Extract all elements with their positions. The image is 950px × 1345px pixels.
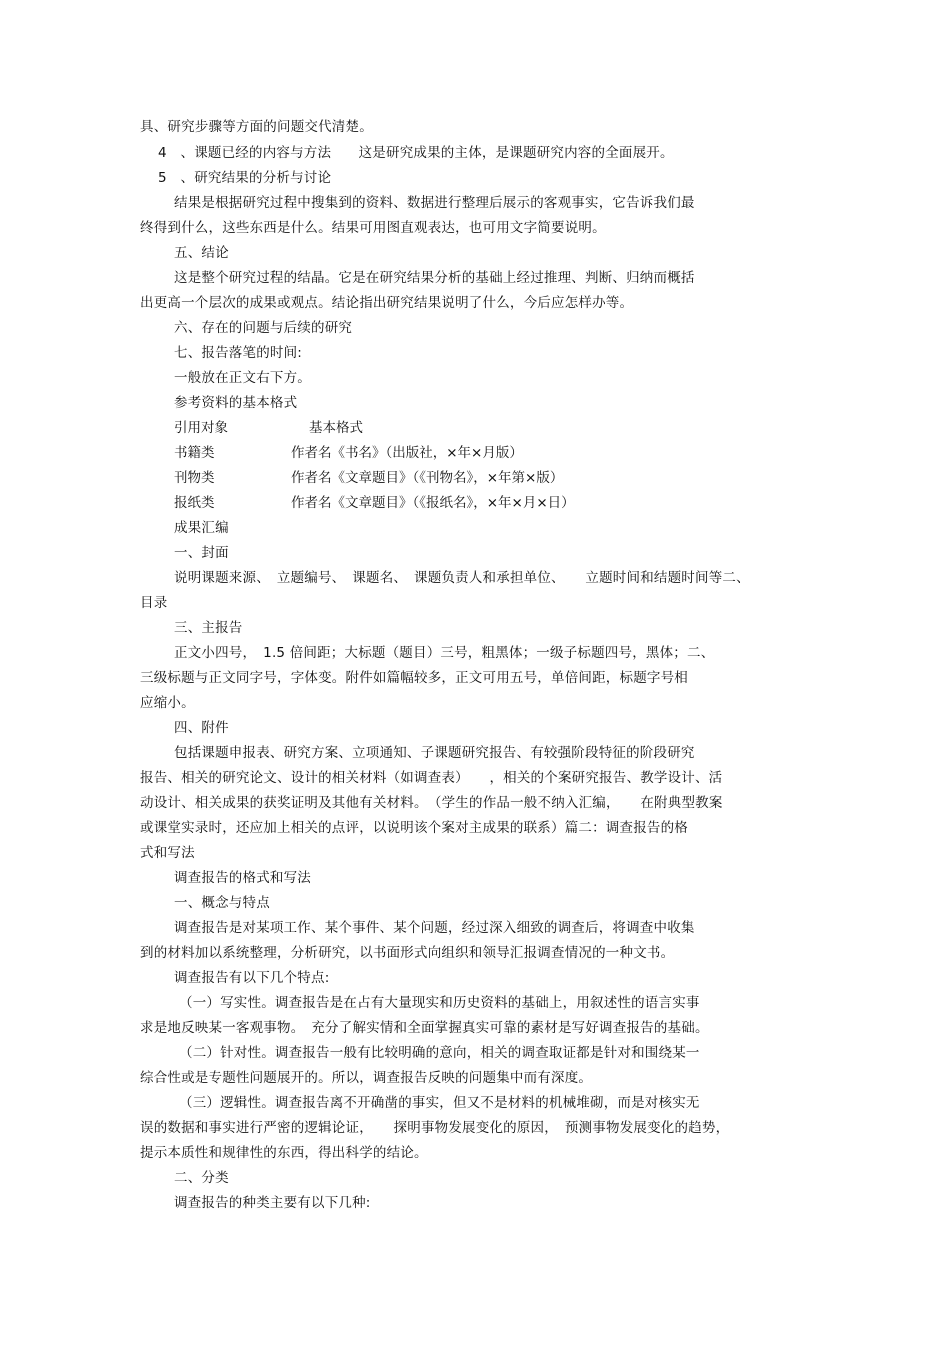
text-line: 应缩小。 xyxy=(140,695,195,711)
text-line: 一般放在正文右下方。 xyxy=(174,370,311,386)
text-line: 式和写法 xyxy=(140,845,195,861)
section-heading: 成果汇编 xyxy=(174,520,229,536)
ref-row-format: 作者名《书名》（出版社，×年×月版） xyxy=(291,445,523,461)
text-line: 求是地反映某一客观事物。 充分了解实情和全面掌握真实可靠的素材是写好调查报告的基础。 xyxy=(140,1020,709,1036)
text-line: 到的材料加以系统整理，分析研究，以书面形式向组织和领导汇报调查情况的一种文书。 xyxy=(140,945,675,961)
text-line: 调查报告有以下几个特点: xyxy=(174,970,330,986)
section-heading: 五、结论 xyxy=(174,245,229,261)
section-heading: 四、附件 xyxy=(174,720,229,736)
text-line: 目录 xyxy=(140,595,168,611)
text-line: 5 、研究结果的分析与讨论 xyxy=(158,170,332,186)
section-heading: 调查报告的格式和写法 xyxy=(174,870,311,886)
text-line: 终得到什么，这些东西是什么。结果可用图直观表达，也可用文字简要说明。 xyxy=(140,220,606,236)
section-heading: 六、存在的问题与后续的研究 xyxy=(174,320,353,336)
text-line: 误的数据和事实进行严密的逻辑论证， 探明事物发展变化的原因， 预测事物发展变化的趋势， xyxy=(140,1120,730,1136)
section-heading: 二、分类 xyxy=(174,1170,229,1186)
ref-row-type: 报纸类 xyxy=(174,495,215,511)
ref-row-type: 刊物类 xyxy=(174,470,215,486)
ref-row-format: 作者名《文章题目》（《刊物名》，×年第×版） xyxy=(291,470,564,486)
text-line: 这是整个研究过程的结晶。它是在研究结果分析的基础上经过推理、判断、归纳而概括 xyxy=(174,270,695,286)
text-line: 4 、课题已经的内容与方法 这是研究成果的主体，是课题研究内容的全面展开。 xyxy=(158,145,674,161)
text-line: （三）逻辑性。调查报告离不开确凿的事实，但又不是材料的机械堆砌，而是对核实无 xyxy=(179,1095,700,1111)
text-line: 参考资料的基本格式 xyxy=(174,395,298,411)
section-heading: 一、概念与特点 xyxy=(174,895,270,911)
text-line: 动设计、相关成果的获奖证明及其他有关材料。 （学生的作品一般不纳入汇编， 在附典型教案 xyxy=(140,795,723,811)
text-line: 三级标题与正文同字号，字体变。附件如篇幅较多，正文可用五号，单倍间距，标题字号相 xyxy=(140,670,688,686)
text-line: 说明课题来源、 立题编号、 课题名、 课题负责人和承担单位、 立题时间和结题时间等二、 xyxy=(174,570,750,586)
section-heading: 三、主报告 xyxy=(174,620,243,636)
section-heading: 七、报告落笔的时间: xyxy=(174,345,303,361)
text-line: 包括课题申报表、研究方案、立项通知、子课题研究报告、有较强阶段特征的阶段研究 xyxy=(174,745,695,761)
text-line: 调查报告是对某项工作、某个事件、某个问题，经过深入细致的调查后，将调查中收集 xyxy=(174,920,695,936)
text-line: 结果是根据研究过程中搜集到的资料、数据进行整理后展示的客观事实，它告诉我们最 xyxy=(174,195,695,211)
text-line: 正文小四号， 1.5 倍间距；大标题（题目）三号，粗黑体；一级子标题四号，黑体；二、 xyxy=(174,645,715,661)
ref-row-type: 书籍类 xyxy=(174,445,215,461)
text-line: 具、研究步骤等方面的问题交代清楚。 xyxy=(140,119,373,135)
text-line: 提示本质性和规律性的东西，得出科学的结论。 xyxy=(140,1145,428,1161)
text-line: 出更高一个层次的成果或观点。结论指出研究结果说明了什么，今后应怎样办等。 xyxy=(140,295,634,311)
ref-col-header-format: 基本格式 xyxy=(309,420,363,436)
text-line: 调查报告的种类主要有以下几种: xyxy=(174,1195,371,1211)
text-line: （一）写实性。调查报告是在占有大量现实和历史资料的基础上，用叙述性的语言实事 xyxy=(179,995,700,1011)
text-line: 综合性或是专题性问题展开的。所以，调查报告反映的问题集中而有深度。 xyxy=(140,1070,593,1086)
text-line: （二）针对性。调查报告一般有比较明确的意向，相关的调查取证都是针对和围绕某一 xyxy=(179,1045,700,1061)
ref-col-header-object: 引用对象 xyxy=(174,420,228,436)
ref-row-format: 作者名《文章题目》（《报纸名》，×年×月×日） xyxy=(291,495,575,511)
section-heading: 一、封面 xyxy=(174,545,229,561)
text-line: 或课堂实录时，还应加上相关的点评，以说明该个案对主成果的联系）篇二：调查报告的格 xyxy=(140,820,688,836)
text-line: 报告、相关的研究论文、设计的相关材料（如调查表） ，相关的个案研究报告、教学设计、活 xyxy=(140,770,723,786)
